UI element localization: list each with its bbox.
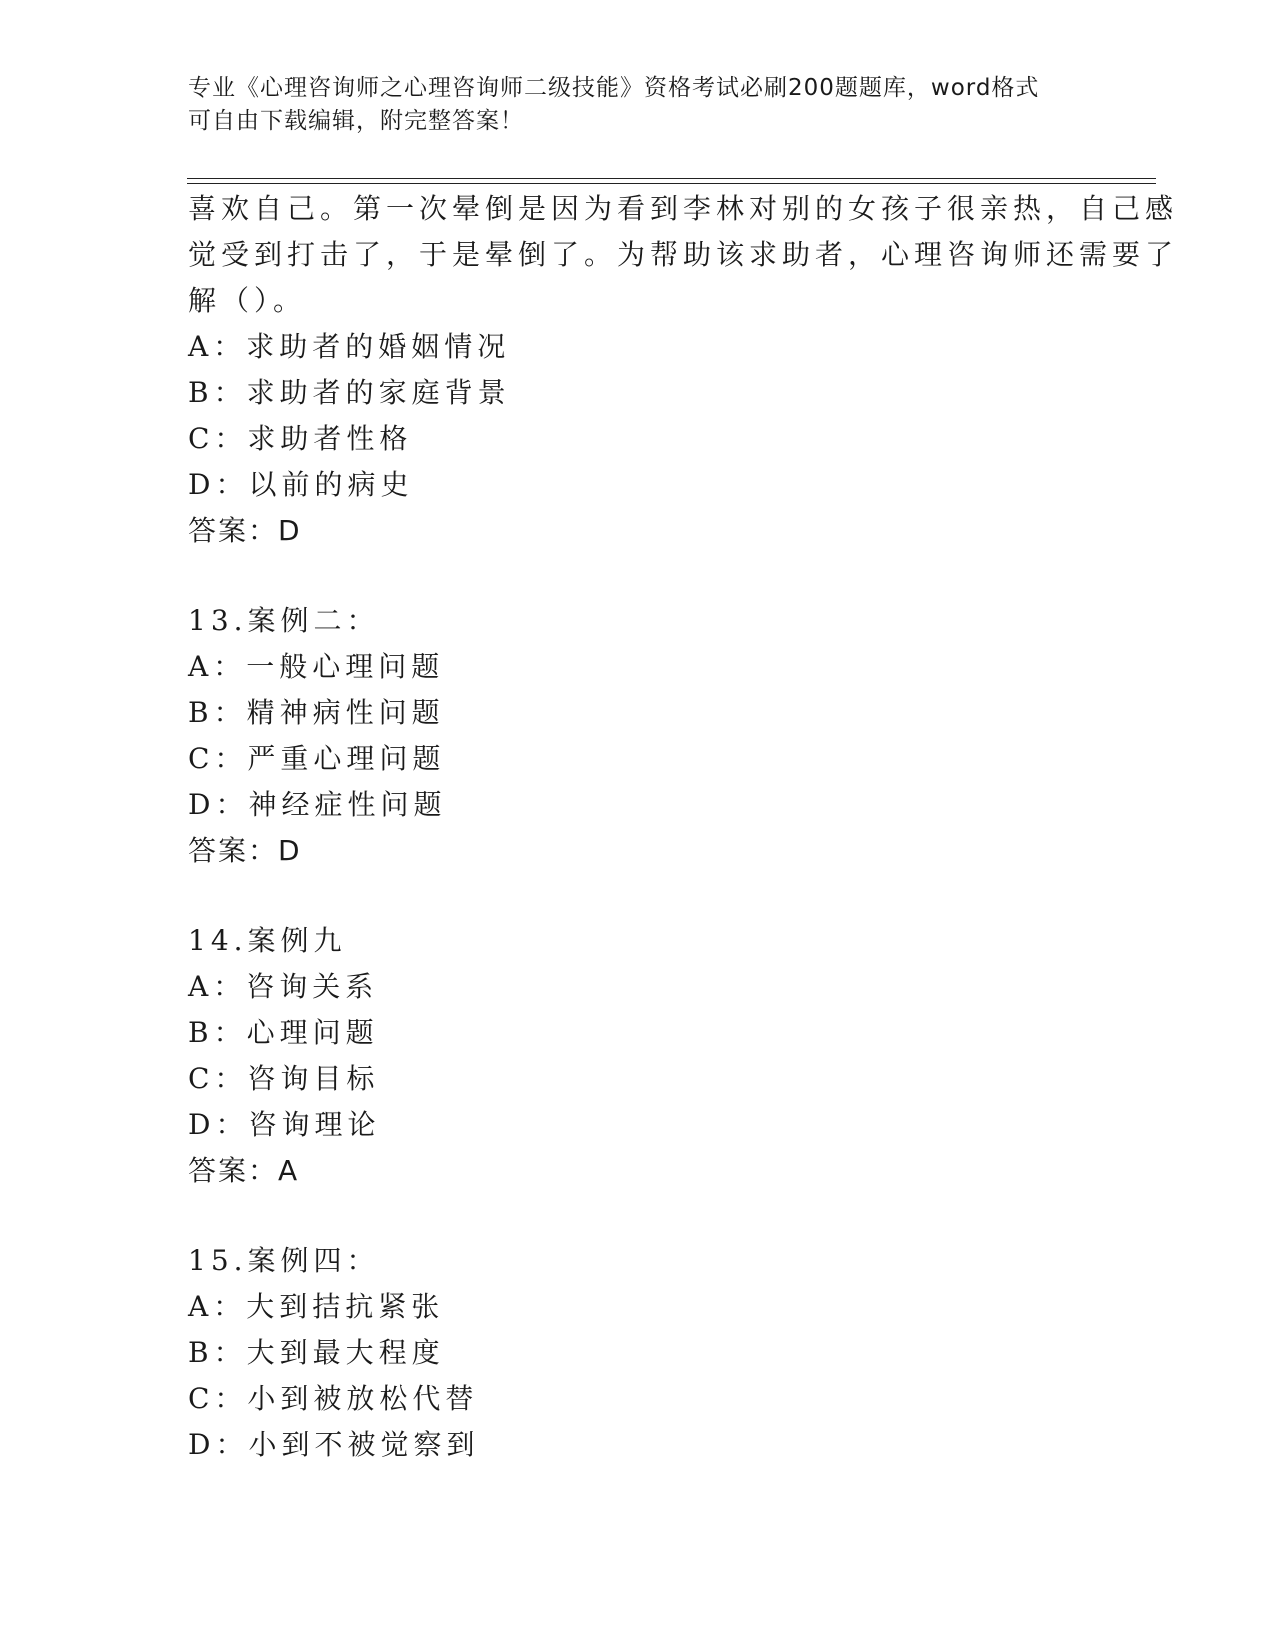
answer-label: 答案：A bbox=[188, 1154, 300, 1187]
option-a: A：一般心理问题 bbox=[188, 650, 445, 683]
question-title: 14.案例九 bbox=[188, 924, 347, 957]
option-b: B：大到最大程度 bbox=[188, 1336, 445, 1369]
document-header bbox=[188, 72, 1088, 138]
option-d: D：神经症性问题 bbox=[188, 788, 447, 821]
question-title: 13.案例二： bbox=[188, 604, 380, 637]
option-b: B：精神病性问题 bbox=[188, 696, 445, 729]
option-a: A：大到拮抗紧张 bbox=[188, 1290, 445, 1323]
option-c: C：严重心理问题 bbox=[188, 742, 446, 775]
option-c: C：求助者性格 bbox=[188, 422, 413, 455]
question-14 bbox=[188, 918, 1088, 1194]
spacer bbox=[188, 874, 1088, 918]
question-content bbox=[188, 186, 1179, 1468]
question-continued bbox=[188, 186, 1179, 554]
question-15 bbox=[188, 1238, 1088, 1468]
spacer bbox=[188, 1194, 1088, 1238]
option-a: A：求助者的婚姻情况 bbox=[188, 330, 511, 363]
question-text-line: 解（）。 bbox=[188, 284, 307, 317]
question-text-line: 喜欢自己。第一次晕倒是因为看到李林对别的女孩子很亲热，自己感 bbox=[188, 192, 1179, 225]
option-a: A：咨询关系 bbox=[188, 970, 379, 1003]
option-b: B：求助者的家庭背景 bbox=[188, 376, 511, 409]
option-d: D：以前的病史 bbox=[188, 468, 414, 501]
question-13 bbox=[188, 598, 1088, 874]
option-d: D：咨询理论 bbox=[188, 1108, 381, 1141]
option-c: C：咨询目标 bbox=[188, 1062, 380, 1095]
option-c: C：小到被放松代替 bbox=[188, 1382, 479, 1415]
spacer bbox=[188, 554, 1088, 598]
header-divider-top bbox=[187, 178, 1156, 179]
question-text-line: 觉受到打击了，于是晕倒了。为帮助该求助者，心理咨询师还需要了 bbox=[188, 238, 1179, 271]
answer-label: 答案：D bbox=[188, 514, 302, 547]
option-d: D：小到不被觉察到 bbox=[188, 1428, 480, 1461]
header-line-2: 可自由下载编辑，附完整答案！ bbox=[188, 108, 524, 134]
question-title: 15.案例四： bbox=[188, 1244, 380, 1277]
option-b: B：心理问题 bbox=[188, 1016, 379, 1049]
header-line-1: 专业《心理咨询师之心理咨询师二级技能》资格考试必刷200题题库，word格式 bbox=[188, 75, 1040, 101]
answer-label: 答案：D bbox=[188, 834, 302, 867]
header-divider-bottom bbox=[187, 183, 1156, 184]
